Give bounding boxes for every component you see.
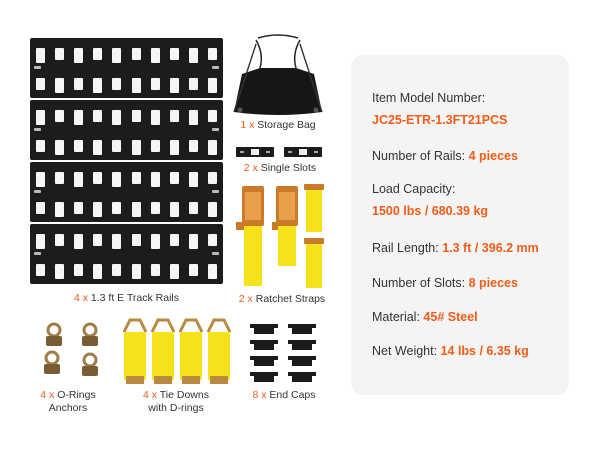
rail-mount-hole <box>212 252 219 255</box>
rail-slot <box>189 78 198 90</box>
rail-slot <box>55 140 64 155</box>
straps-caption: 2 x Ratchet Straps <box>238 293 326 305</box>
rails-caption: 4 x 1.3 ft E Track Rails <box>73 292 180 304</box>
e-track-rail <box>30 38 223 98</box>
rail-slot <box>112 48 121 63</box>
rail-slot <box>55 202 64 217</box>
single-slots-image <box>236 145 326 159</box>
spec-load-capacity <box>372 182 488 218</box>
rail-slot <box>55 110 64 122</box>
rail-slot <box>170 48 179 60</box>
rail-slot <box>132 202 141 217</box>
rail-slot <box>189 140 198 152</box>
rail-slot <box>208 78 217 93</box>
rail-slot <box>74 264 83 276</box>
bag-caption: 1 x Storage Bag <box>240 119 316 131</box>
rail-slot <box>93 234 102 246</box>
rail-slot <box>189 202 198 214</box>
spec-net-weight <box>372 344 529 358</box>
rail-slot-row <box>36 140 217 155</box>
slots-caption: 2 x Single Slots <box>243 162 317 174</box>
e-track-rail <box>30 100 223 160</box>
rail-slot <box>74 48 83 63</box>
storage-bag-image <box>228 34 328 116</box>
spec-value: 1500 lbs / 680.39 kg <box>372 204 489 218</box>
rail-slot <box>93 78 102 93</box>
rail-slot <box>55 48 64 60</box>
spec-value: 1.3 ft / 396.2 mm <box>442 241 539 255</box>
rail-mount-hole <box>212 128 219 131</box>
rail-slot <box>93 172 102 184</box>
rail-slot <box>189 172 198 187</box>
rail-slot <box>55 234 64 246</box>
rail-slot <box>55 78 64 93</box>
rail-slot <box>93 264 102 279</box>
rail-slot <box>170 264 179 279</box>
rail-slot <box>170 202 179 217</box>
rail-slot <box>208 48 217 60</box>
rail-slot <box>132 264 141 279</box>
rail-slot-row <box>36 172 217 187</box>
rail-slot <box>93 110 102 122</box>
spec-material <box>372 310 478 324</box>
spec-label: Rail Length: <box>372 241 439 255</box>
ratchet-straps-image <box>232 182 332 290</box>
rail-slot <box>112 110 121 125</box>
rail-slot <box>132 172 141 184</box>
spec-number-of-slots <box>372 276 518 290</box>
end-caps-caption: 8 x End Caps <box>252 389 316 401</box>
rail-slot-row <box>36 264 217 279</box>
rail-slot <box>36 234 45 249</box>
rail-slot <box>74 140 83 152</box>
rail-slot <box>208 264 217 279</box>
rail-slot <box>151 172 160 187</box>
rail-mount-hole <box>34 252 41 255</box>
rail-slot <box>132 234 141 246</box>
rail-slot <box>151 140 160 152</box>
rail-slot <box>132 48 141 60</box>
rail-slot <box>74 202 83 214</box>
rail-slot <box>55 172 64 184</box>
rail-mount-hole <box>212 190 219 193</box>
rail-slot <box>151 78 160 90</box>
rail-slot <box>189 264 198 276</box>
rail-slot <box>208 202 217 217</box>
rail-slot <box>93 202 102 217</box>
rail-slot <box>36 264 45 276</box>
rail-slot <box>132 140 141 155</box>
rail-slot <box>151 48 160 63</box>
rail-slot <box>170 140 179 155</box>
spec-model-number <box>372 91 507 127</box>
spec-rail-length <box>372 241 539 255</box>
rail-slot <box>208 172 217 184</box>
rail-slot-row <box>36 110 217 125</box>
rail-slot <box>36 140 45 152</box>
spec-number-of-rails <box>372 149 518 163</box>
rail-mount-hole <box>34 190 41 193</box>
rail-slot-row <box>36 234 217 249</box>
rail-slot <box>189 110 198 125</box>
rail-mount-hole <box>34 128 41 131</box>
tie-downs-image <box>116 316 236 386</box>
rail-slot <box>55 264 64 279</box>
rail-slot <box>151 264 160 276</box>
rail-mount-hole <box>34 66 41 69</box>
rail-slot <box>112 202 121 214</box>
rail-slot <box>93 48 102 60</box>
rail-slot <box>74 234 83 249</box>
rail-slot <box>189 234 198 249</box>
rail-slot <box>170 172 179 184</box>
spec-label: Number of Slots: <box>372 276 466 290</box>
rail-slot <box>112 264 121 276</box>
rail-slot <box>151 234 160 249</box>
spec-label: Material: <box>372 310 420 324</box>
rail-slot <box>151 202 160 214</box>
spec-value: 8 pieces <box>468 276 518 290</box>
rail-slot <box>151 110 160 125</box>
spec-label: Net Weight: <box>372 344 438 358</box>
rail-slot <box>74 172 83 187</box>
rail-slot-row <box>36 202 217 217</box>
o-rings-anchors-image <box>34 320 104 384</box>
rail-slot <box>74 78 83 90</box>
tie-downs-caption: 4 x Tie Downs with D-rings <box>143 389 209 414</box>
rail-slot <box>208 110 217 122</box>
rail-slot <box>36 202 45 214</box>
spec-value: 4 pieces <box>468 149 518 163</box>
e-track-rail <box>30 224 223 284</box>
rail-slot <box>132 78 141 93</box>
rail-slot <box>36 110 45 125</box>
o-rings-caption: 4 x O-Rings Anchors <box>40 389 96 414</box>
rail-slot <box>112 172 121 187</box>
spec-label: Item Model Number: <box>372 91 486 105</box>
spec-label: Load Capacity: <box>372 182 456 196</box>
rail-slot-row <box>36 78 217 93</box>
rail-slot <box>112 140 121 152</box>
rail-slot <box>36 78 45 90</box>
rail-slot <box>208 234 217 246</box>
rail-slot <box>170 234 179 246</box>
spec-label: Number of Rails: <box>372 149 466 163</box>
rail-slot <box>112 78 121 90</box>
rail-slot <box>189 48 198 63</box>
rail-slot-row <box>36 48 217 63</box>
rail-slot <box>36 48 45 63</box>
rail-slot <box>93 140 102 155</box>
rail-slot <box>74 110 83 125</box>
rail-slot <box>208 140 217 155</box>
rail-slot <box>36 172 45 187</box>
e-track-rails-group <box>0 0 240 290</box>
end-caps-image <box>246 320 322 384</box>
rail-slot <box>170 78 179 93</box>
spec-value: JC25-ETR-1.3FT21PCS <box>372 113 508 127</box>
rail-slot <box>170 110 179 122</box>
e-track-rail <box>30 162 223 222</box>
rail-mount-hole <box>212 66 219 69</box>
rail-slot <box>112 234 121 249</box>
rail-slot <box>132 110 141 122</box>
spec-value: 14 lbs / 6.35 kg <box>440 344 529 358</box>
spec-value: 45# Steel <box>423 310 478 324</box>
